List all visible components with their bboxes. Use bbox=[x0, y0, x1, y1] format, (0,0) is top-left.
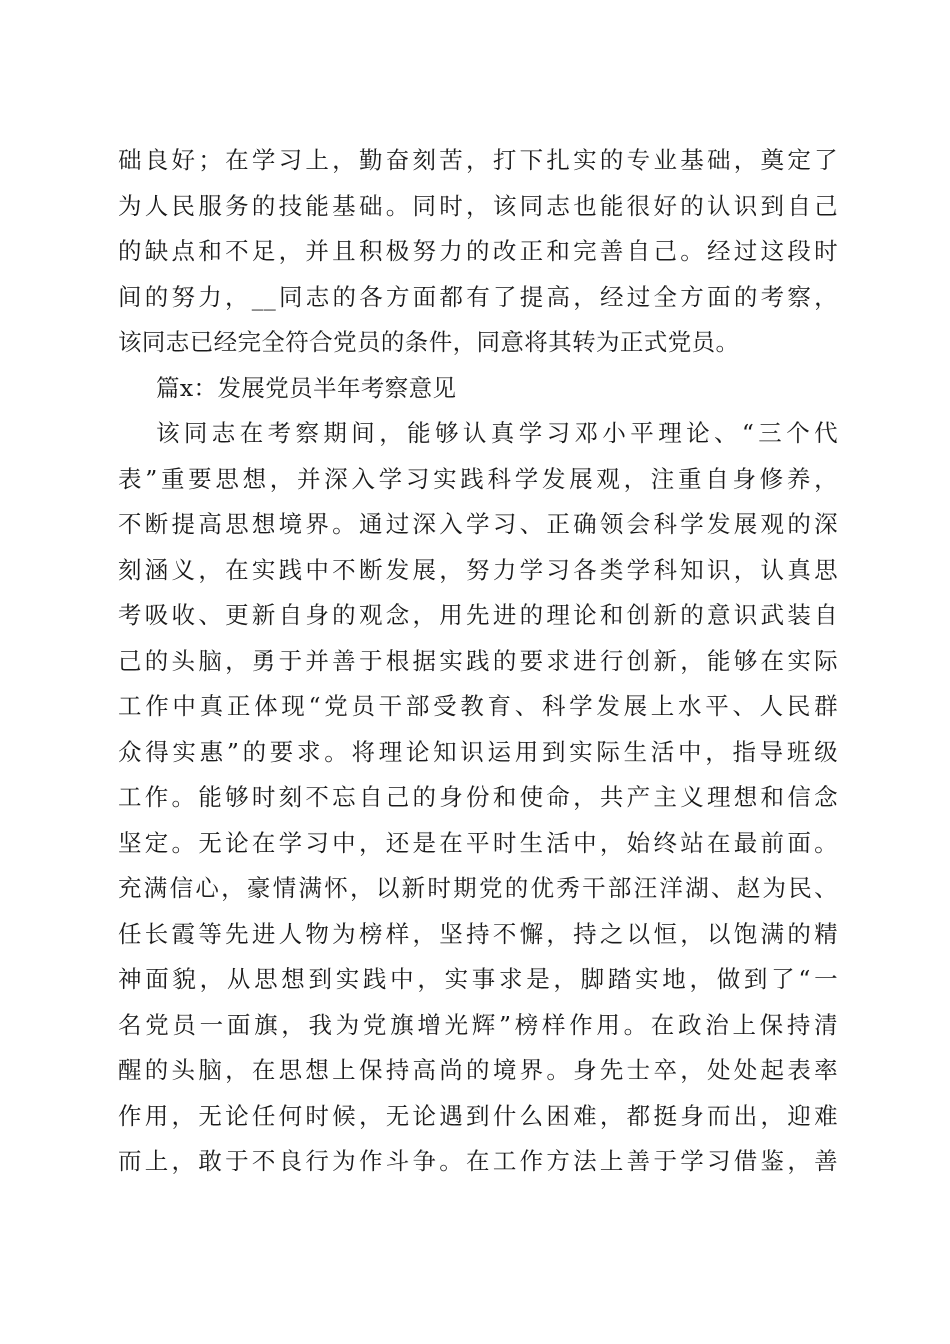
text-line: 坚定。无论在学习中，还是在平时生活中，始终站在最前面。 bbox=[118, 828, 838, 857]
paragraph-first-line: 该同志在考察期间，能够认真学习邓小平理论、“三个代 bbox=[156, 419, 838, 447]
text-line: 而上，敢于不良行为作斗争。在工作方法上善于学习借鉴，善 bbox=[118, 1147, 838, 1175]
text-line: 的缺点和不足，并且积极努力的改正和完善自己。经过这段时 bbox=[118, 237, 838, 265]
text-line: 考吸收、更新自身的观念，用先进的理论和创新的意识武装自 bbox=[118, 601, 838, 629]
text-line: 刻涵义，在实践中不断发展，努力学习各类学科知识，认真思 bbox=[118, 555, 838, 584]
text-line: 工作中真正体现“党员干部受教育、科学发展上水平、人民群 bbox=[118, 692, 838, 720]
body-text bbox=[118, 138, 838, 1185]
text-line: 充满信心，豪情满怀，以新时期党的优秀干部汪洋湖、赵为民、 bbox=[118, 874, 838, 902]
text-line: 工作。能够时刻不忘自己的身份和使命，共产主义理想和信念 bbox=[118, 783, 838, 811]
text-line: 众得实惠”的要求。将理论知识运用到实际生活中，指导班级 bbox=[118, 737, 838, 766]
text-line: 表”重要思想，并深入学习实践科学发展观，注重自身修养， bbox=[118, 464, 838, 493]
text-line: 础良好；在学习上，勤奋刻苦，打下扎实的专业基础，奠定了 bbox=[118, 146, 838, 174]
section-heading: 篇x：发展党员半年考察意见 bbox=[156, 373, 457, 402]
text-line: 间的努力，__同志的各方面都有了提高，经过全方面的考察， bbox=[118, 282, 838, 311]
text-line: 神面貌，从思想到实践中，实事求是，脚踏实地，做到了“一 bbox=[118, 965, 838, 993]
text-line: 作用，无论任何时候，无论遇到什么困难，都挺身而出，迎难 bbox=[118, 1101, 838, 1130]
text-line: 名党员一面旗，我为党旗增光辉”榜样作用。在政治上保持清 bbox=[118, 1010, 838, 1039]
text-line: 该同志已经完全符合党员的条件，同意将其转为正式党员。 bbox=[118, 328, 740, 356]
text-line: 己的头脑，勇于并善于根据实践的要求进行创新，能够在实际 bbox=[118, 646, 838, 675]
text-line: 为人民服务的技能基础。同时，该同志也能很好的认识到自己 bbox=[118, 191, 838, 220]
text-line: 任长霞等先进人物为榜样，坚持不懈，持之以恒，以饱满的精 bbox=[118, 919, 838, 948]
text-line: 醒的头脑，在思想上保持高尚的境界。身先士卒，处处起表率 bbox=[118, 1056, 838, 1084]
text-line: 不断提高思想境界。通过深入学习、正确领会科学发展观的深 bbox=[118, 510, 838, 538]
